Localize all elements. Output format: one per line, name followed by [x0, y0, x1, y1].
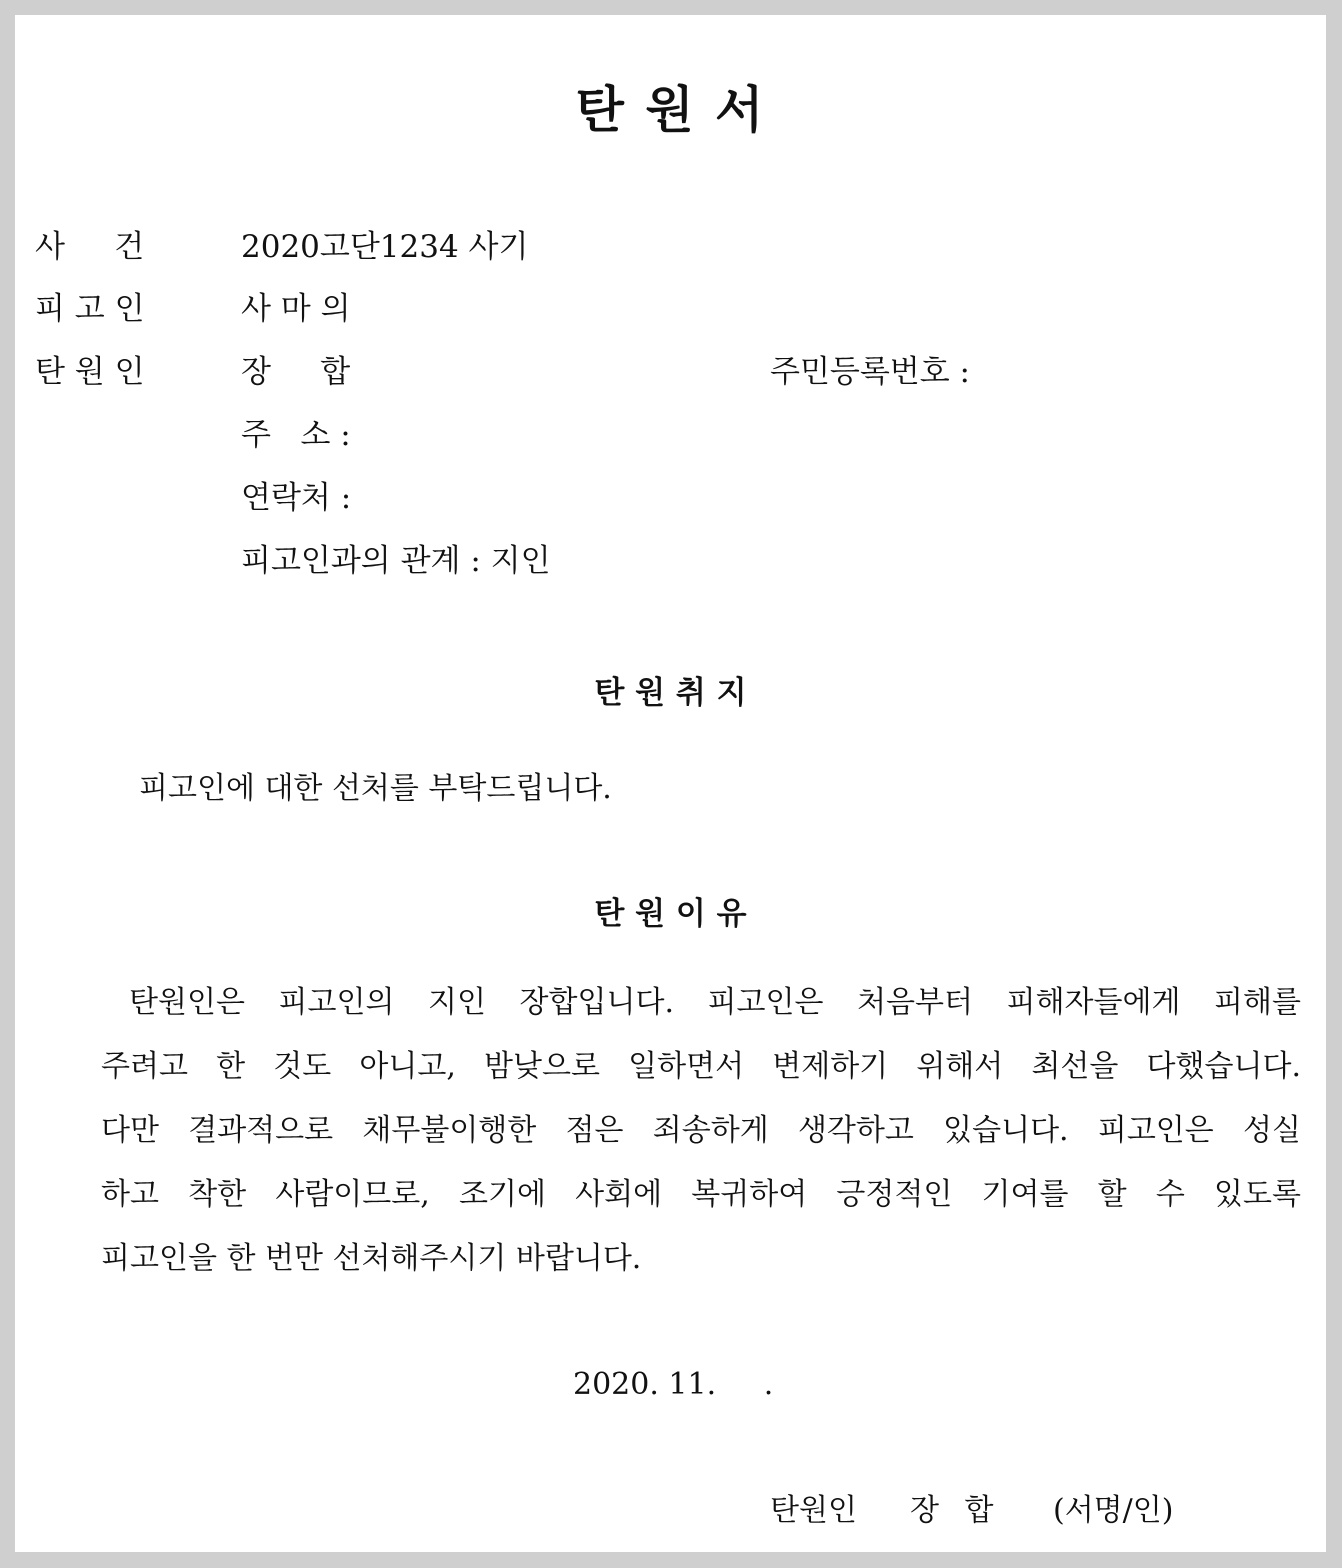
reason-heading: 탄 원 이 유	[594, 896, 747, 932]
petitioner-name: 장 합	[241, 354, 351, 390]
document-title: 탄 원 서	[575, 80, 766, 139]
document-date: 2020. 11. .	[573, 1367, 774, 1402]
document-page	[15, 15, 1326, 1552]
signature-mark: (서명/인)	[1053, 1493, 1174, 1528]
reason-line: 다만 결과적으로 채무불이행한 점은 죄송하게 생각하고 있습니다. 피고인은 성실	[101, 1113, 1301, 1148]
address-label: 주 소 :	[241, 417, 351, 453]
reason-line: 탄원인은 피고인의 지인 장합입니다. 피고인은 처음부터 피해자들에게 피해를	[129, 985, 1301, 1020]
case-value: 2020고단1234 사기	[241, 229, 529, 265]
reason-line: 피고인을 한 번만 선처해주시기 바랍니다.	[101, 1241, 642, 1276]
signature-label: 탄원인	[770, 1493, 857, 1528]
reason-paragraph	[101, 971, 1301, 1291]
case-label: 사 건	[35, 229, 145, 265]
contact-label: 연락처 :	[241, 480, 352, 516]
defendant-value: 사 마 의	[241, 291, 351, 327]
resident-number-label: 주민등록번호 :	[770, 354, 970, 390]
signature-name: 장 합	[910, 1493, 1002, 1528]
reason-line: 주려고 한 것도 아니고, 밤낮으로 일하면서 변제하기 위해서 최선을 다했습니다.	[101, 1049, 1301, 1084]
reason-line: 하고 착한 사람이므로, 조기에 사회에 복귀하여 긍정적인 기여를 할 수 있도록	[101, 1177, 1301, 1212]
relation-label: 피고인과의 관계 : 지인	[241, 543, 551, 579]
purpose-text: 피고인에 대한 선처를 부탁드립니다.	[139, 771, 612, 806]
petitioner-label: 탄 원 인	[35, 354, 145, 390]
defendant-label: 피 고 인	[35, 291, 145, 327]
purpose-heading: 탄 원 취 지	[594, 675, 747, 711]
